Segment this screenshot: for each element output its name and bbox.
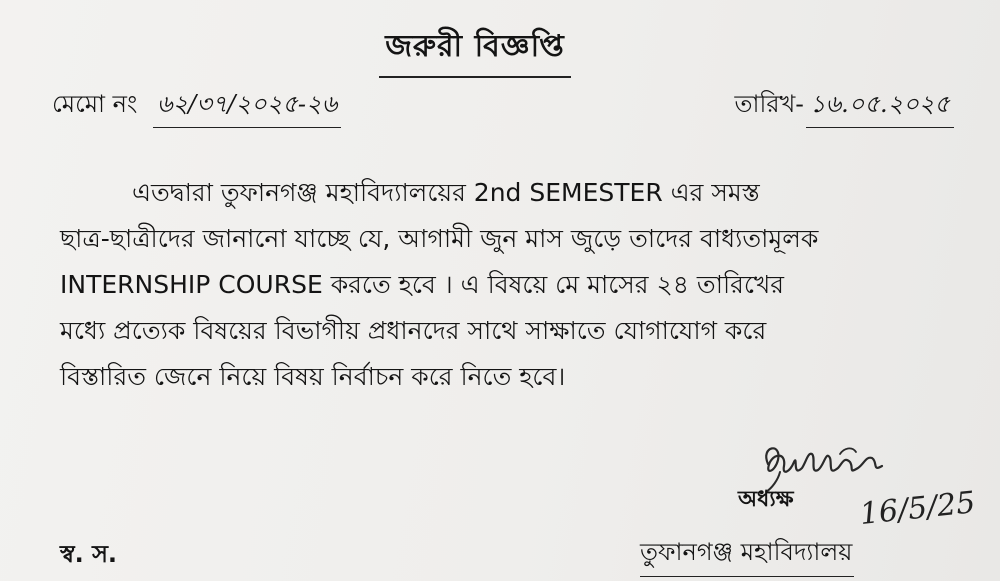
body-line: বিস্তারিত জেনে নিয়ে বিষয় নির্বাচন করে নিতে হবে। bbox=[60, 362, 566, 391]
memo-number: ৬২/৩৭/২০২৫-২৬ bbox=[153, 86, 341, 128]
notice-body bbox=[60, 170, 980, 400]
signature-date: 16/5/25 bbox=[858, 485, 977, 532]
college-name bbox=[640, 534, 854, 577]
body-line: এতদ্বারা তুফানগঞ্জ মহাবিদ্যালয়ের 2nd SEMESTER এর সমস্ত bbox=[132, 178, 760, 207]
body-line: মধ্যে প্রত্যেক বিষয়ের বিভাগীয় প্রধানদের সাথে সাক্ষাতে যোগাযোগ করে bbox=[60, 316, 767, 345]
college-name-text: তুফানগঞ্জ মহাবিদ্যালয় bbox=[640, 534, 854, 577]
signed-initials: স্ব. স. bbox=[60, 540, 118, 568]
principal-designation: অধ্যক্ষ bbox=[738, 487, 794, 512]
date-line bbox=[735, 86, 954, 128]
date-value: ১৬.০৫.২০২৫ bbox=[806, 86, 954, 128]
memo-line bbox=[52, 86, 341, 128]
notice-title bbox=[0, 22, 950, 78]
body-line: INTERNSHIP COURSE করতে হবে । এ বিষয়ে মে মাসের ২৪ তারিখের bbox=[60, 270, 785, 299]
memo-label: মেমো নং bbox=[52, 90, 138, 118]
body-line: ছাত্র-ছাত্রীদের জানানো যাচ্ছে যে, আগামী জুন মাস জুড়ে তাদের বাধ্যতামূলক bbox=[60, 224, 819, 253]
date-label: তারিখ- bbox=[734, 90, 804, 118]
notice-title-text: জরুরী বিজ্ঞপ্তি bbox=[379, 22, 571, 78]
